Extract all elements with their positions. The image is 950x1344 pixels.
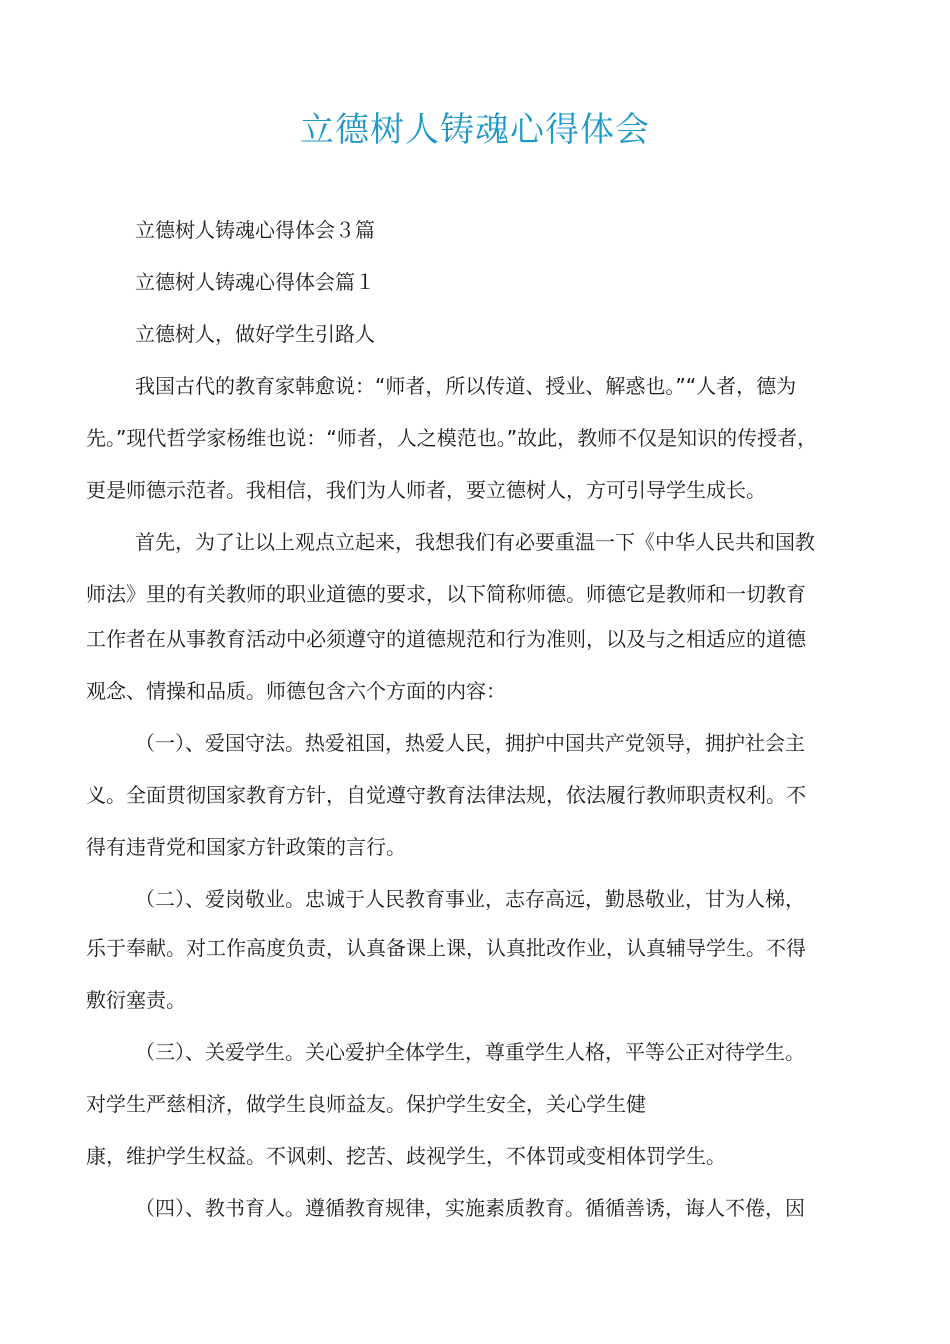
- text-line: 更是师德示范者。我相信，我们为人师者，要立德树人，方可引导学生成长。: [86, 478, 766, 502]
- text-line: 乐于奉献。对工作高度负责，认真备课上课，认真批改作业，认真辅导学生。不得: [86, 936, 806, 960]
- text-line: （一）、爱国守法。热爱祖国，热爱人民，拥护中国共产党领导，拥护社会主: [135, 731, 805, 755]
- text-line: 观念、情操和品质。师德包含六个方面的内容：: [86, 679, 506, 703]
- text-line: 对学生严慈相济，做学生良师益友。保护学生安全，关心学生健: [86, 1092, 646, 1116]
- text-line: 首先，为了让以上观点立起来，我想我们有必要重温一下《中华人民共和国教: [135, 530, 815, 554]
- text-line: 义。全面贯彻国家教育方针，自觉遵守教育法律法规，依法履行教师职责权利。不: [86, 783, 806, 807]
- text-line: 立德树人，做好学生引路人: [135, 322, 375, 346]
- text-line: 我国古代的教育家韩愈说：“师者，所以传道、授业、解惑也。”“人者，德为: [135, 374, 797, 398]
- text-line: 工作者在从事教育活动中必须遵守的道德规范和行为准则，以及与之相适应的道德: [86, 627, 806, 651]
- text-line: 立德树人铸魂心得体会篇１: [135, 270, 375, 294]
- text-line: （四）、教书育人。遵循教育规律，实施素质教育。循循善诱，诲人不倦，因: [135, 1196, 805, 1220]
- text-line: 敷衍塞责。: [86, 988, 186, 1012]
- text-line: 师法》里的有关教师的职业道德的要求，以下简称师德。师德它是教师和一切教育: [86, 582, 806, 606]
- text-line: 先。”现代哲学家杨维也说：“师者，人之模范也。”故此，教师不仅是知识的传授者，: [86, 426, 818, 450]
- text-line: 立德树人铸魂心得体会３篇: [135, 218, 375, 242]
- text-line: 康，维护学生权益。不讽刺、挖苦、歧视学生，不体罚或变相体罚学生。: [86, 1144, 726, 1168]
- document-title: 立德树人铸魂心得体会: [300, 110, 650, 150]
- text-line: （三）、关爱学生。关心爱护全体学生，尊重学生人格，平等公正对待学生。: [135, 1040, 805, 1064]
- text-line: 得有违背党和国家方针政策的言行。: [86, 835, 406, 859]
- text-line: （二）、爱岗敬业。忠诚于人民教育事业，志存高远，勤恳敬业，甘为人梯，: [135, 887, 805, 911]
